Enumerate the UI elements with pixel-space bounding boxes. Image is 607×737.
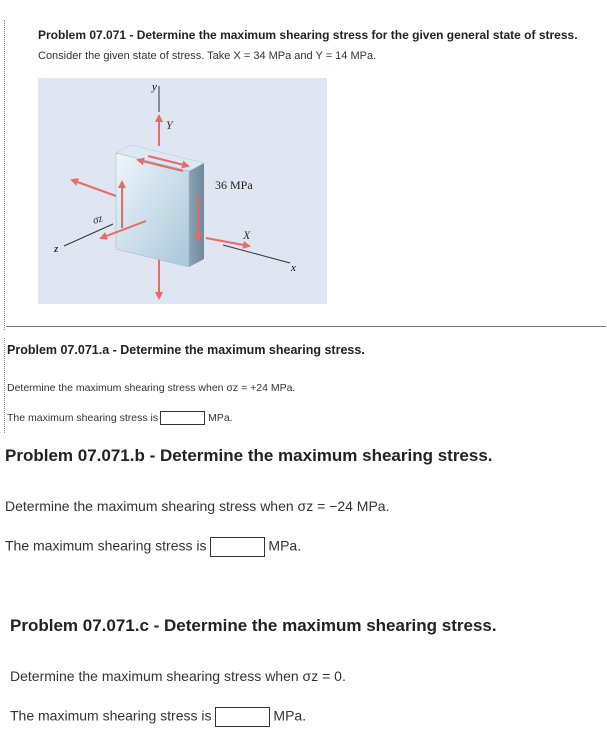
part-b-answer-row (5, 537, 301, 557)
part-a-unit: MPa. (208, 411, 233, 424)
problem-instruction: Consider the given state of stress. Take X = 34 MPa and Y = 14 MPa. (38, 50, 377, 62)
part-a-answer-input[interactable] (160, 411, 205, 425)
part-b-title: Problem 07.071.b - Determine the maximum shearing stress. (5, 446, 493, 465)
part-a-question: Determine the maximum shearing stress when σz = +24 MPa. (7, 382, 296, 394)
part-c-answer-row (10, 707, 306, 727)
part-a-answer-row (7, 411, 233, 425)
y-stress-label: Y (166, 118, 173, 132)
x-axis-label: x (291, 262, 296, 274)
section-divider (6, 326, 606, 327)
z-axis-label: z (54, 243, 59, 255)
part-c-title: Problem 07.071.c - Determine the maximum shearing stress. (10, 616, 497, 635)
frame-divider-left (4, 20, 5, 330)
part-c-unit: MPa. (273, 707, 307, 724)
part-b-answer-input[interactable] (210, 537, 265, 557)
part-b-question: Determine the maximum shearing stress when σz = −24 MPa. (5, 498, 390, 514)
problem-title: Problem 07.071 - Determine the maximum shearing stress for the given general state of stress. (38, 28, 578, 42)
part-c-question: Determine the maximum shearing stress when σz = 0. (10, 668, 346, 684)
part-a-answer-label: The maximum shearing stress is (7, 411, 159, 424)
part-c-answer-label: The maximum shearing stress is (10, 707, 212, 724)
y-axis-label: y (152, 81, 157, 93)
x-stress-label: X (243, 228, 251, 242)
part-a-title: Problem 07.071.a - Determine the maximum shearing stress. (7, 343, 365, 357)
shear-stress-label: 36 MPa (215, 178, 253, 192)
stress-element-figure (38, 78, 327, 304)
frame-divider-left-2 (4, 338, 5, 433)
element-side-face (189, 163, 204, 267)
part-b-unit: MPa. (268, 537, 302, 554)
part-c-answer-input[interactable] (215, 707, 270, 727)
sigma-z-label: σz (91, 212, 105, 227)
part-b-answer-label: The maximum shearing stress is (5, 537, 207, 554)
